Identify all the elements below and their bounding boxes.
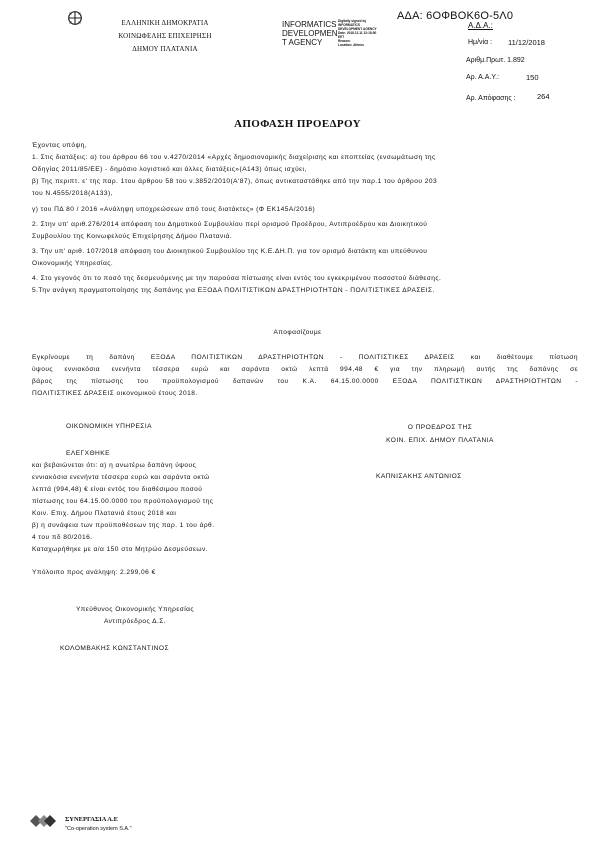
consideration-line: του Ν.4555/2018(Α133), [32, 190, 113, 197]
aay-value: 150 [526, 73, 539, 82]
aay-label: Αρ. Α.Α.Υ.: [466, 74, 500, 81]
consideration-line: 4. Στο γεγονός ότι το ποσό της δεσμευόμενης με την παρούσα πίστωσης είναι εντός του εγκεκριμένου ποσοστού διάθεσης. [32, 275, 442, 282]
finance-line: β) η συνάφεια των προϋποθέσεων της παρ. 1 του άρθ. [32, 522, 215, 529]
finance-details [32, 460, 292, 556]
responsible-line: Υπεύθυνος Οικονομικής Υπηρεσίας [75, 606, 195, 613]
page-title: ΑΠΟΦΑΣΗ ΠΡΟΕΔΡΟΥ [233, 118, 362, 130]
decision-line: βάρος της πίστωσης του προϋπολογισμού δαπανών του Κ.Α. 64.15.00.0000 ΕΞΟΔΑ ΠΟΛΙΤΙΣΤΙΚΩΝ ΔΡΑΣΤΗΡΙΟΤΗΤΩΝ - [32, 378, 578, 385]
issuer-block [112, 17, 218, 56]
agency-line-3: T AGENCY [282, 38, 323, 47]
company-logo-name: ΣΥΝΕΡΓΑΣΙΑ Α.Ε [65, 816, 118, 823]
date-label: Ημ/νία : [468, 39, 493, 46]
company-logo-icon [30, 815, 56, 827]
signature-detail: INFORMATICS [338, 23, 360, 27]
decision-line: Εγκρίνουμε τη δαπάνη ΕΞΟΔΑ ΠΟΛΙΤΙΣΤΙΚΩΝ ΔΡΑΣΤΗΡΙΟΤΗΤΩΝ - ΠΟΛΙΤΙΣΤΙΚΕΣ ΔΡΑΣΕΙΣ και διαθέτουμε πίστωση [32, 354, 578, 361]
protocol-number: Αριθμ.Πρωτ. 1.892 [466, 57, 525, 64]
finance-line: εννιακόσια ενενήντα τέσσερα ευρώ και σαράντα οκτώ [32, 474, 210, 481]
finance-line: Κοιν. Επιχ. Δήμου Πλατανιά έτους 2018 και [32, 510, 177, 517]
checked-label: ΕΛΕΓΧΘΗΚΕ [66, 450, 110, 457]
date-value: 11/12/2018 [508, 38, 545, 47]
signature-detail: Digitally signed by [338, 19, 367, 23]
signature-detail: Reason: [338, 39, 351, 43]
agency-line-2: DEVELOPMEN [282, 29, 338, 38]
finance-line: Καταχωρήθηκε με α/α 150 στο Μητρώο Δεσμεύσεων. [32, 546, 209, 553]
president-line: ΚΟΙΝ. ΕΠΙΧ. ΔΗΜΟΥ ΠΛΑΤΑΝΙΑ [386, 437, 494, 444]
consideration-line: Οδηγίας 2011/85/ΕΕ) - δημόσιο λογιστικό και άλλες διατάξεις»(Α143) όπως ισχύει, [32, 166, 307, 173]
finance-heading: ΟΙΚΟΝΟΜΙΚΗ ΥΠΗΡΕΣΙΑ [66, 423, 152, 430]
issuer-line-1: ΕΛΛΗΝΙΚΗ ΔΗΜΟΚΡΑΤΙΑ [121, 19, 209, 27]
ada-code: ΑΔΑ: 6ΟΦΒΟΚ6Ο-5Λ0 [397, 10, 514, 22]
finance-line: και βεβαιώνεται ότι: α) η ανωτέρω δαπάνη ύψους [32, 462, 197, 469]
signature-detail: EET [338, 35, 345, 39]
responsible-line: Αντιπρόεδρος Δ.Σ. [103, 618, 167, 625]
consideration-line: Συμβουλίου της Κοινωφελούς Επιχείρησης Δήμου Πλατανιά. [32, 233, 233, 240]
consideration-line: 3. Την υπ' αριθ. 107/2018 απόφαση του Διοικητικού Συμβουλίου της Κ.Ε.ΔΗ.Π. για τον ορισμό διατάκτη και υπεύθυνου [32, 248, 428, 255]
president-block [340, 421, 540, 447]
consideration-line: γ) του ΠΔ 80 / 2016 «Ανάληψη υποχρεώσεων από τους διατάκτες» (Φ ΕΚ145Α/2016) [32, 206, 316, 213]
consideration-line: β) Της περιπτ. ε' της παρ. 1του άρθρου 58 του ν.3852/2010(Α'87), όπως αντικαταστάθηκε από την παρ.1 του άρθρου 203 [32, 178, 438, 185]
considerations-intro: Έχοντας υπόψη, [32, 142, 88, 149]
agency-line-1: INFORMATICS [282, 20, 337, 29]
consideration-line: Οικονομικής Υπηρεσίας. [32, 260, 114, 267]
signature-detail: DEVELOPMENT AGENCY [338, 27, 377, 31]
president-line: Ο ΠΡΟΕΔΡΟΣ ΤΗΣ [407, 424, 473, 431]
ada-label: Α.Δ.Α.: [468, 21, 493, 30]
finance-line: πίστωσης του 64.15.00.0000 του προϋπολογισμού της [32, 498, 214, 505]
decision-line: ΠΟΛΙΤΙΣΤΙΚΕΣ ΔΡΑΣΕΙΣ οικονομικού έτους 2018. [32, 390, 198, 397]
consideration-line: 2. Στην υπ' αριθ.276/2014 απόφαση του Δημοτικού Συμβουλίου περί ορισμού Προέδρου, Αντιπροέδρου και Διοικητικού [32, 221, 428, 228]
digital-signature-details [338, 19, 377, 47]
greek-emblem-icon [66, 9, 84, 27]
consideration-line: 5.Την ανάγκη πραγματοποίησης της δαπάνης για ΕΞΟΔΑ ΠΟΛΙΤΙΣΤΙΚΩΝ ΔΡΑΣΤΗΡΙΟΤΗΤΩΝ - ΠΟΛΙΤΙΣΤΙΚΕΣ ΔΡΑΣΕΙΣ. [32, 287, 435, 294]
balance-remaining: Υπόλοιπο προς ανάληψη: 2.299,06 € [32, 569, 156, 576]
issuer-line-3: ΔΗΜΟΥ ΠΛΑΤΑΝΙΑ [132, 45, 198, 53]
finance-line: 4 του πδ 80/2016. [32, 534, 93, 541]
decision-section [32, 352, 578, 400]
decision-number-label: Αρ. Απόφασης : [466, 95, 516, 102]
responsible-name: ΚΟΛΟΜΒΑΚΗΣ ΚΩΝΣΤΑΝΤΙΝΟΣ [60, 645, 169, 652]
issuer-line-2: ΚΟΙΝΩΦΕΛΗΣ ΕΠΙΧΕΙΡΗΣΗ [118, 32, 212, 40]
finance-line: λεπτά (994,48) € είναι εντός του διαθέσιμου ποσού [32, 486, 203, 493]
decision-line: ύψους εννιακόσια ενενήντα τέσσερα ευρώ και σαράντα οκτώ λεπτά 994,48 € για την πληρωμή αυτής της δαπάνης σε [32, 366, 578, 373]
company-logo-subtitle: "Co-operation system S.A." [65, 826, 132, 832]
digital-signature-name [282, 20, 338, 47]
responsible-block [40, 604, 230, 628]
president-name: ΚΑΠΝΙΣΑΚΗΣ ΑΝΤΩΝΙΟΣ [376, 473, 462, 480]
decision-number-value: 264 [537, 92, 550, 101]
consideration-line: 1. Στις διατάξεις: α) του άρθρου 66 του ν.4270/2014 «Αρχές δημοσιονομικής διαχείρισης και εποπτείας (ενσωμάτωση της [32, 154, 436, 161]
decision-heading: Αποφασίζουμε [273, 329, 322, 336]
considerations-section [32, 140, 562, 297]
signature-detail: Date: 2018.12.11 12:18:50 [338, 31, 377, 35]
signature-detail: Location: Athens [338, 43, 364, 47]
